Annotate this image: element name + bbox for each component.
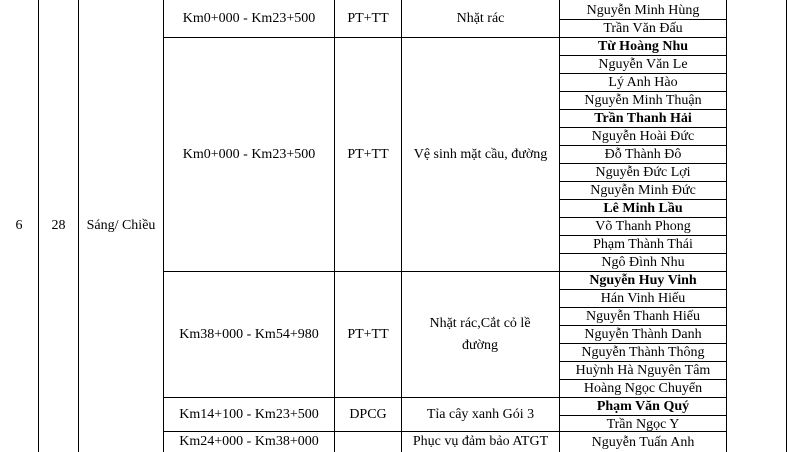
name-cell: Nguyễn Huy Vinh: [589, 273, 697, 288]
grid-line: [163, 271, 727, 272]
grid-line: [334, 0, 335, 452]
grid-line: [559, 73, 727, 74]
task-cell: Phục vụ đảm bảo ATGT: [412, 434, 549, 449]
section-cell: Km0+000 - Km23+500: [182, 10, 316, 26]
name-cell: Đỗ Thành Đô: [604, 147, 682, 162]
row-number-cell: 6: [15, 218, 23, 233]
grid-line: [559, 109, 727, 110]
grid-line: [78, 0, 79, 452]
name-cell: Trần Ngọc Y: [606, 416, 680, 432]
name-cell: Nguyễn Minh Đức: [590, 183, 696, 198]
grid-line: [559, 361, 727, 362]
name-cell: Ngô Đình Nhu: [601, 255, 685, 270]
task-cell: Vệ sinh mặt cầu, đường: [413, 146, 548, 162]
grid-line: [559, 217, 727, 218]
unit-cell: PT+TT: [347, 146, 389, 162]
name-cell: Lý Anh Hào: [608, 75, 678, 90]
grid-line: [786, 0, 787, 452]
grid-line: [401, 0, 402, 452]
task-cell: Nhặt rác: [456, 10, 505, 26]
grid-line: [559, 253, 727, 254]
grid-line: [163, 397, 727, 398]
grid-line: [559, 145, 727, 146]
unit-cell: PT+TT: [347, 326, 389, 342]
grid-line: [559, 307, 727, 308]
grid-line: [559, 199, 727, 200]
grid-line: [559, 181, 727, 182]
name-cell: Hoàng Ngọc Chuyển: [583, 381, 703, 396]
grid-line: [559, 55, 727, 56]
name-cell: Nguyễn Đức Lợi: [595, 165, 691, 180]
section-cell: Km38+000 - Km54+980: [179, 326, 319, 342]
grid-line: [559, 19, 727, 20]
name-cell: Nguyễn Minh Hùng: [586, 3, 700, 18]
unit-cell: PT+TT: [347, 10, 389, 26]
grid-line: [163, 0, 164, 452]
grid-line: [726, 0, 727, 452]
name-cell: Từ Hoàng Nhu: [597, 39, 689, 54]
grid-line: [559, 127, 727, 128]
unit-cell: DPCG: [349, 406, 387, 422]
name-cell: Hán Vinh Hiếu: [600, 291, 686, 306]
grid-line: [163, 37, 727, 38]
unit-cell: [335, 432, 401, 452]
grid-line: [559, 415, 727, 416]
task-cell: Nhặt rác,Cắt cỏ lề đường: [429, 315, 531, 353]
name-cell: Nguyễn Hoài Đức: [591, 129, 695, 144]
section-cell: Km24+000 - Km38+000: [179, 434, 319, 449]
grid-line: [559, 0, 560, 452]
name-cell: Nguyễn Thành Danh: [584, 327, 702, 342]
shift-cell: Sáng/ Chiều: [86, 218, 156, 233]
grid-line: [559, 343, 727, 344]
name-cell: Lê Minh Lầu: [603, 201, 683, 216]
day-cell: 28: [51, 218, 66, 233]
grid-line: [559, 235, 727, 236]
name-cell: Nguyễn Thành Thông: [581, 345, 705, 360]
name-cell: Trần Thanh Hải: [594, 111, 692, 126]
name-cell: Trần Văn Đấu: [603, 21, 683, 36]
section-cell: Km14+100 - Km23+500: [179, 406, 319, 422]
grid-line: [559, 91, 727, 92]
task-cell: Tỉa cây xanh Gói 3: [426, 406, 535, 422]
grid-line: [559, 379, 727, 380]
grid-line: [38, 0, 39, 452]
grid-line: [559, 325, 727, 326]
name-cell: Nguyễn Thanh Hiếu: [585, 309, 701, 324]
name-cell: Phạm Thành Thái: [593, 237, 693, 252]
grid-line: [559, 289, 727, 290]
section-cell: Km0+000 - Km23+500: [182, 146, 316, 162]
name-cell: Phạm Văn Quý: [596, 399, 690, 414]
name-cell: Huỳnh Hà Nguyên Tâm: [575, 363, 711, 378]
grid-line: [163, 431, 727, 432]
name-cell: Nguyễn Văn Le: [598, 57, 688, 72]
name-cell: Võ Thanh Phong: [595, 219, 691, 234]
name-cell: Nguyễn Tuấn Anh: [591, 435, 695, 450]
name-cell: Nguyễn Minh Thuận: [584, 93, 702, 108]
grid-line: [559, 163, 727, 164]
